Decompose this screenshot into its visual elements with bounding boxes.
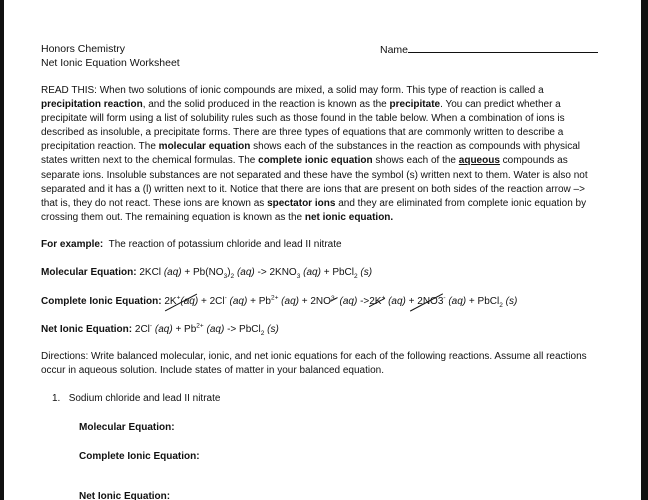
eq-term: + Pb bbox=[250, 296, 271, 307]
superscript: + bbox=[381, 294, 386, 302]
term-complete-ionic-equation: complete ionic equation bbox=[258, 155, 373, 167]
course-name: Honors Chemistry bbox=[41, 43, 126, 55]
superscript: + bbox=[176, 294, 181, 302]
state-aq: (aq) bbox=[206, 324, 225, 335]
intro-text: shows each of the bbox=[372, 155, 459, 167]
term-precipitation-reaction: precipitation reaction bbox=[41, 99, 143, 111]
directions-paragraph: Directions: Write balanced molecular, ionic, and net ionic equations for each of the following reactions. Assume all reactions occur in aqueous solution. Include states of matter in your balanced equation. bbox=[41, 351, 587, 376]
crossed-spectator-no3: + 2NO3 bbox=[408, 296, 444, 307]
state-s: (s) bbox=[267, 324, 279, 335]
name-blank-line bbox=[408, 42, 598, 53]
state-aq: (aq) bbox=[180, 296, 199, 307]
term-aqueous: aqueous bbox=[458, 155, 500, 167]
intro-text: READ THIS: When two solutions of ionic compounds are mixed, a solid may form. This type of reaction is called a bbox=[41, 85, 544, 96]
eq-term: 2K bbox=[369, 296, 382, 307]
complete-ionic-label: Complete Ionic Equation: bbox=[41, 296, 162, 307]
question-text: Sodium chloride and lead II nitrate bbox=[68, 393, 221, 404]
worksheet-title: Net Ionic Equation Worksheet bbox=[41, 57, 180, 69]
state-s: (s) bbox=[360, 267, 373, 278]
intro-text: , and the solid produced in the reaction is known as the bbox=[142, 99, 390, 111]
q1-net-ionic-label: Net Ionic Equation: bbox=[79, 491, 171, 500]
superscript: - bbox=[149, 322, 153, 330]
subscript: 3 bbox=[223, 273, 228, 280]
q1-molecular-label: Molecular Equation: bbox=[79, 422, 175, 433]
term-molecular-equation: molecular equation bbox=[158, 141, 251, 153]
eq-term: + Pb bbox=[175, 324, 197, 335]
intro-text: compounds as separate ions. Insoluble substances are not separated and these have the symbol (s) written next to them. Water is also not separated and it has a (l) written next to it. Notice that there are ions that are present on both sides of the reaction arrow –> that is, they do not react. These ions are known as bbox=[41, 155, 588, 209]
superscript: - bbox=[443, 294, 446, 302]
molecular-equation-line bbox=[41, 266, 372, 280]
net-ionic-label: Net Ionic Equation: bbox=[41, 324, 133, 335]
state-aq: (aq) bbox=[448, 296, 467, 307]
question-number: 1. bbox=[52, 393, 61, 404]
subscript: 2 bbox=[354, 273, 358, 280]
example-text: The reaction of potassium chloride and lead II nitrate bbox=[108, 239, 342, 250]
subscript: 2 bbox=[499, 302, 503, 309]
intro-text: . You can predict whether a precipitate will form using a list of solubility rules such as those found in the table below. When a combination of ions is described as insoluble, a precipitate forms. There are three types of equations that are commonly written to describe a precipitation reaction. The bbox=[41, 99, 565, 153]
state-aq: (aq) bbox=[229, 296, 248, 307]
complete-ionic-equation-line: Complete Ionic Equation: 2K+(aq) + 2Cl- $(aq) + Pb^{2+}$ $(aq) + 2NO^{3-}$ (aq) ->2K+ (aq) + 2NO3- (aq) + PbCl$_2$ (s) bbox=[41, 294, 518, 309]
net-ionic-equation-line bbox=[41, 323, 279, 337]
example-label: For example: bbox=[41, 239, 104, 250]
term-net-ionic-equation: net ionic equation. bbox=[304, 211, 394, 223]
intro-paragraph bbox=[41, 84, 601, 225]
worksheet-page bbox=[4, 0, 641, 500]
eq-term: + PbCl bbox=[468, 296, 500, 307]
molecular-label: Molecular Equation: bbox=[41, 267, 137, 278]
subscript: 2 bbox=[230, 273, 235, 280]
eq-term: + 2Cl bbox=[200, 296, 225, 307]
intro-text: shows each of the substances in the reaction as compounds with physical states written next to the chemical formulas. The bbox=[41, 141, 580, 167]
state-aq: (aq) bbox=[339, 296, 358, 307]
q1-complete-ionic-label: Complete Ionic Equation: bbox=[79, 451, 200, 462]
reaction-arrow: -> bbox=[360, 296, 370, 307]
term-spectator-ions: spectator ions bbox=[267, 197, 336, 209]
name-field bbox=[380, 42, 598, 57]
eq-term: + Pb(NO bbox=[184, 267, 224, 278]
header-left bbox=[41, 42, 180, 70]
eq-term: -> PbCl bbox=[227, 324, 261, 335]
eq-term: ) bbox=[227, 267, 231, 278]
crossed-spectator-k bbox=[369, 295, 385, 309]
question-1 bbox=[52, 392, 220, 406]
superscript: - bbox=[224, 294, 227, 302]
superscript: 2+ bbox=[270, 294, 279, 302]
state-aq: (aq) bbox=[163, 267, 182, 278]
eq-term: 2KCl bbox=[139, 267, 162, 278]
eq-term: 2Cl bbox=[134, 324, 150, 335]
state-aq: (aq) bbox=[303, 267, 321, 278]
eq-term: + PbCl bbox=[323, 267, 354, 278]
state-aq: (aq) bbox=[236, 267, 255, 278]
state-aq: (aq) bbox=[388, 296, 406, 307]
state-aq: (aq) bbox=[281, 296, 299, 307]
eq-term: -> 2KNO bbox=[257, 267, 297, 278]
subscript: 3 bbox=[296, 273, 301, 280]
intro-text: and they are eliminated from complete ionic equation by crossing them out. The remaining equation is known as the bbox=[41, 197, 587, 223]
name-label: Name bbox=[380, 44, 409, 56]
eq-term: 2K bbox=[164, 296, 177, 307]
term-precipitate: precipitate bbox=[389, 99, 441, 111]
example-line bbox=[41, 238, 342, 252]
state-s: (s) bbox=[505, 296, 518, 307]
subscript: 2 bbox=[260, 330, 265, 337]
eq-term: + 2NO bbox=[301, 296, 331, 307]
superscript: 2+ bbox=[196, 322, 204, 330]
state-aq: (aq) bbox=[154, 324, 173, 335]
crossed-spectator-k bbox=[164, 295, 198, 309]
